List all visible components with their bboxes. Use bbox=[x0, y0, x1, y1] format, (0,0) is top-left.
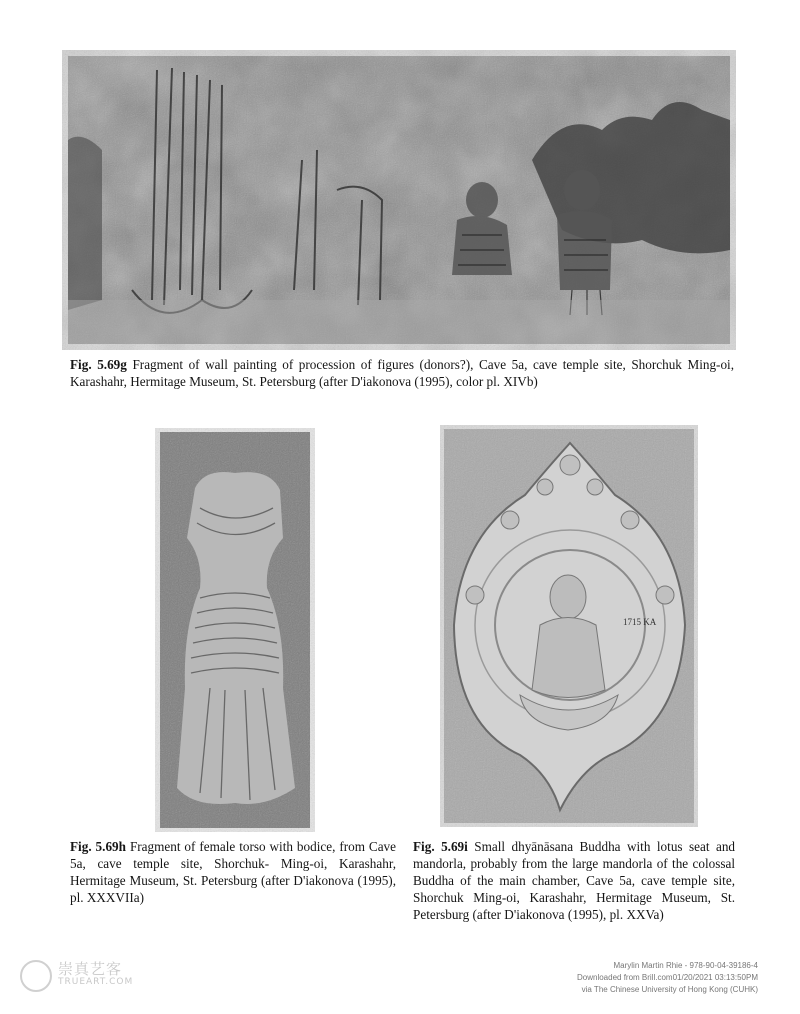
caption-fig-5-69i bbox=[413, 838, 735, 923]
buddha-mandorla-photo bbox=[440, 425, 698, 827]
watermark bbox=[20, 960, 133, 992]
footer-author-isbn: Marylin Martin Rhie - 978-90-04-39186-4 bbox=[613, 961, 758, 970]
watermark-en: TRUEART.COM bbox=[58, 977, 134, 987]
footer-download-date: Downloaded from Brill.com01/20/2021 03:13:50PM bbox=[577, 973, 758, 982]
caption-fig-5-69g bbox=[70, 356, 734, 390]
watermark-logo-icon bbox=[20, 960, 52, 992]
figure-label: Fig. 5.69h bbox=[70, 839, 126, 854]
figure-label: Fig. 5.69i bbox=[413, 839, 468, 854]
female-torso-photo bbox=[155, 428, 315, 832]
download-footer bbox=[577, 960, 758, 996]
footer-institution: via The Chinese University of Hong Kong (CUHK) bbox=[581, 985, 758, 994]
caption-fig-5-69h bbox=[70, 838, 396, 906]
figure-caption-text: Small dhyānāsana Buddha with lotus seat and mandorla, probably from the large mandorla of the colossal Buddha of the main chamber, Cave 5a, cave temple site, Shorchuk Ming-oi, Karashahr, Hermitage Museum, St. Petersburg (after D'iakonova (1995), pl. XXVa) bbox=[413, 839, 736, 922]
wall-painting-photo bbox=[62, 50, 736, 350]
figure-caption-text: Fragment of wall painting of procession of figures (donors?), Cave 5a, cave temple site, Shorchuk Ming-oi, Karashahr, Hermitage Museum, St. Petersburg (after D'iakonova (1995), color pl. XIVb) bbox=[70, 357, 735, 389]
figure-label: Fig. 5.69g bbox=[70, 357, 127, 372]
figure-caption-text: Fragment of female torso with bodice, from Cave 5a, cave temple site, Shorchuk- Ming-oi, Karashahr, Hermitage Museum, St. Petersburg (after D'iakonova (1995), pl. XXXVIIa) bbox=[70, 839, 396, 905]
watermark-cn: 崇真艺客 bbox=[58, 960, 123, 978]
mandorla-inventory-label: 1715 KA bbox=[623, 617, 657, 627]
